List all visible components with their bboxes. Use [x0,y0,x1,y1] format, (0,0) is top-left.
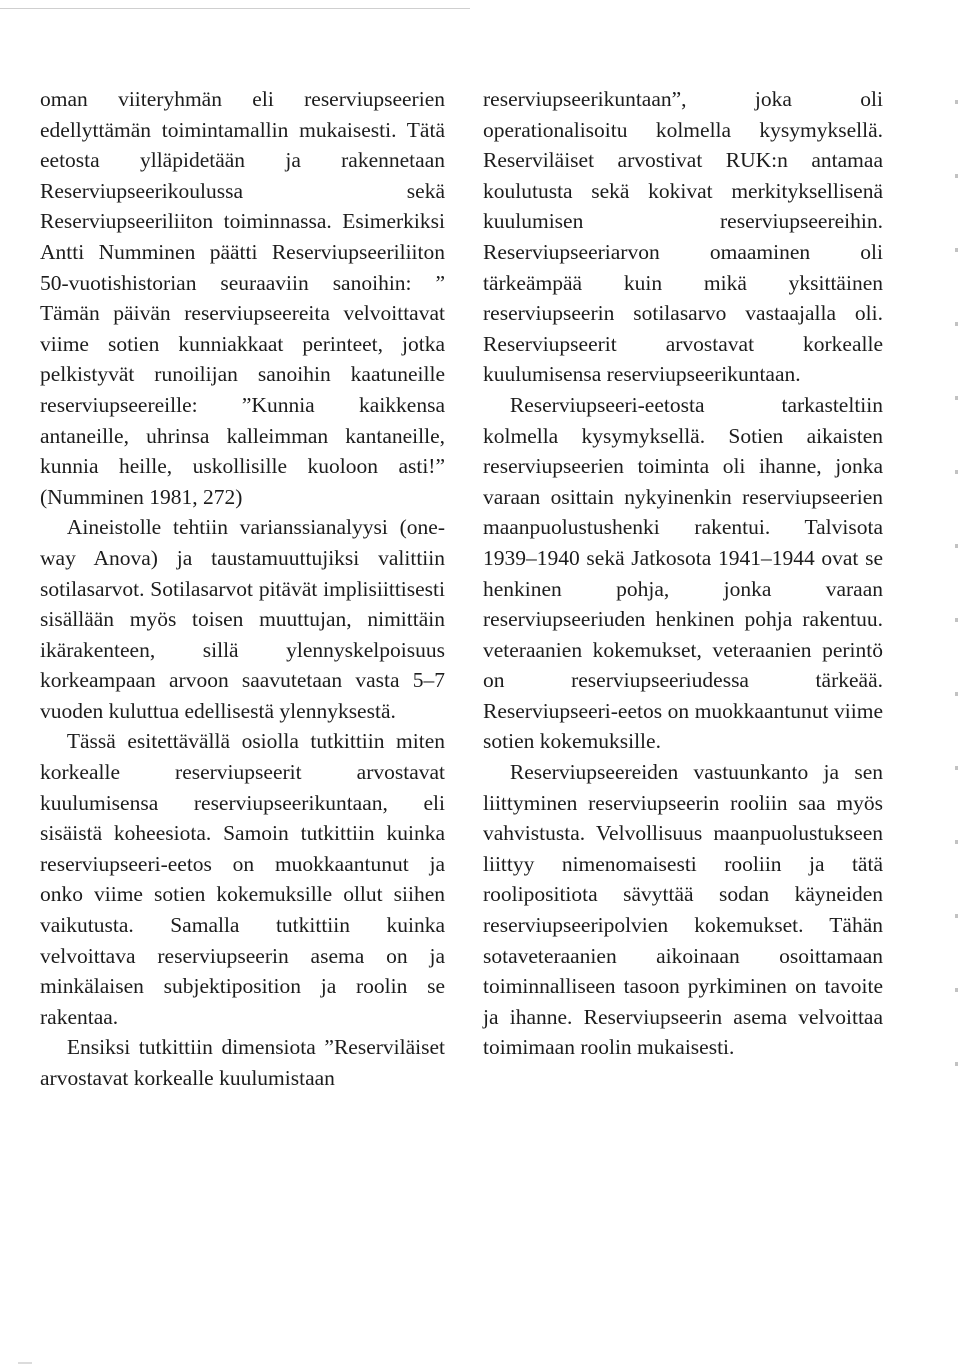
scan-mark [18,1362,32,1364]
paragraph: Reserviupseereiden vastuunkanto ja sen liittyminen reserviupseerin rooliin saa myös vahvistusta. Velvollisuus maanpuolustukseen liittyy nimenomaisesti rooliin ja tätä roolipositiota sävyttää sodan käyneiden reserviupseeripolvien kokemukset. Tähän sotaveteraanien aikoinaan osoittamaan toiminnalliseen tasoon pyrkiminen on tavoite ja ihanne. Reserviupseerin asema velvoittaa toimimaan roolin mukaisesti. [483,760,883,1060]
paragraph: Aineistolle tehtiin varianssianalyysi (one-way Anova) ja taustamuuttujiksi valittiin sotilasarvot. Sotilasarvot pitävät implisiittisesti sisällään myös toisen muuttujan, nimittäin ikärakenteen, sillä ylennyskelpoisuus korkeampaan arvoon saavutetaan vasta 5–7 vuoden kuluttua edellisestä ylennyksestä. [40,515,445,723]
left-text-column [40,84,445,1094]
paragraph: Ensiksi tutkittiin dimensiota ”Reserviläiset arvostavat korkealle kuulumistaan [40,1035,445,1090]
top-rule [0,8,470,9]
paragraph: Tässä esitettävällä osiolla tutkittiin miten korkealle reserviupseerit arvostavat kuulumisensa reserviupseerikuntaan, eli sisäistä koheesiota. Samoin tutkittiin kuinka reserviupseeri-eetos on muokkaantunut ja onko viime sotien kokemuksille ollut siihen vaikutusta. Samalla tutkittiin kuinka velvoittava reserviupseerin asema on ja minkälaisen subjektiposition ja roolin se rakentaa. [40,729,445,1029]
paragraph: Reserviupseeri-eetosta tarkasteltiin kolmella kysymyksellä. Sotien aikaisten reserviupseerien toiminta oli ihanne, jonka varaan osittain nykyinenkin reserviupseerien maanpuolustushenki rakentui. Talvisota 1939–1940 sekä Jatkosota 1941–1944 ovat se henkinen pohja, jonka varaan reserviupseeriuden henkinen pohja rakentuu. veteraanien kokemukset, veteraanien perintö on reserviupseeriudessa tärkeää. Reserviupseeri-eetos on muokkaantunut viime sotien kokemuksille. [483,392,883,754]
paragraph: oman viiteryhmän eli reserviupseerien edellyttämän toimintamallin mukaisesti. Tätä eetosta ylläpidetään ja rakennetaan Reserviupseerikoulussa sekä Reserviupseeriliiton toiminnassa. Esimerkiksi Antti Numminen päätti Reserviupseeriliiton 50-vuotishistorian seuraaviin sanoihin: ” Tämän päivän reserviupseereita velvoittavat viime sotien kunniakkaat perinteet, jotka pelkistyvät runoilijan sanoihin kaatuneille reserviupseereille: ”Kunnia kaikkensa antaneille, uhrinsa kalleimman kantaneille, kunnia heille, uskollisille kuoloon asti!” (Numminen 1981, 272) [40,87,445,509]
scan-edge-marks [955,30,958,1130]
paragraph: reserviupseerikuntaan”, joka oli operationalisoitu kolmella kysymyksellä. Reserviläiset arvostivat RUK:n antamaa koulutusta sekä kokivat merkityksellisenä kuulumisen reserviupseereihin. Reserviupseeriarvon omaaminen oli tärkeämpää kuin mikä yksittäinen reserviupseerin sotilasarvo vastaajalla oli. Reserviupseerit arvostavat korkealle kuulumisensa reserviupseerikuntaan. [483,87,883,387]
right-text-column [483,84,883,1063]
